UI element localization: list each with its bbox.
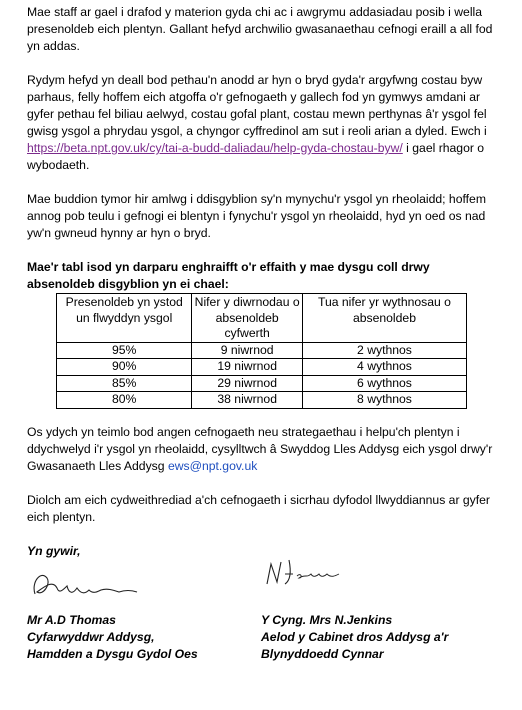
paragraph-thanks: Diolch am eich cydweithrediad a'ch cefnogaeth i sicrhau dyfodol llwyddiannus ar gyfer eich plentyn. [27, 492, 490, 524]
signatory-left-title-1: Cyfarwyddwr Addysg, [27, 629, 155, 644]
table-row [57, 342, 467, 359]
absence-table [56, 293, 467, 409]
paragraph-welfare-contact [27, 424, 497, 475]
cell-days: 19 niwrnod [192, 359, 303, 376]
paragraph-cost-of-living [27, 72, 497, 174]
header-days: Nifer y diwrnodau o absenoldeb cyfwerth [192, 294, 303, 343]
signatory-names [27, 612, 497, 668]
cell-attendance: 95% [57, 342, 192, 359]
signatory-left-title-2: Hamdden a Dysgu Gydol Oes [27, 646, 198, 661]
cell-days: 9 niwrnod [192, 342, 303, 359]
signatures [27, 560, 497, 612]
welfare-contact-text: Os ydych yn teimlo bod angen cefnogaeth neu strategaethau i helpu'ch plentyn i ddychwelyd i'r ysgol yn rheolaidd, cysylltwch â Swyddog Lles Addysg eich ysgol drwy'r Gwasanaeth Lles Addysg [27, 424, 493, 473]
cell-attendance: 80% [57, 392, 192, 409]
cell-days: 38 niwrnod [192, 392, 303, 409]
signatory-left [27, 612, 198, 663]
cell-days: 29 niwrnod [192, 375, 303, 392]
cell-weeks: 6 wythnos [302, 375, 466, 392]
table-heading: Mae'r tabl isod yn darparu enghraifft o'r effaith y mae dysgu coll drwy absenoldeb disgyblion yn ei chael: [27, 260, 430, 291]
cell-attendance: 85% [57, 375, 192, 392]
signatory-right-title-1: Aelod y Cabinet dros Addysg a'r [261, 629, 449, 644]
closing-salutation: Yn gywir, [27, 543, 81, 558]
cost-of-living-link[interactable]: https://beta.npt.gov.uk/cy/tai-a-budd-daliadau/help-gyda-chostau-byw/ [27, 141, 403, 155]
header-attendance: Presenoldeb yn ystod un flwyddyn ysgol [57, 294, 192, 343]
signature-right-graphic [261, 552, 351, 592]
paragraph-staff-support: Mae staff ar gael i drafod y materion gyda chi ac i awgrymu addasiadau posib i wella presenoldeb eich plentyn. Gallant hefyd archwilio gwasanaethau cefnogi eraill a all fod yn addas. [27, 5, 493, 53]
header-weeks: Tua nifer yr wythnosau o absenoldeb [302, 294, 466, 343]
table-row [57, 375, 467, 392]
cell-weeks: 4 wythnos [302, 359, 466, 376]
cell-weeks: 2 wythnos [302, 342, 466, 359]
table-row [57, 392, 467, 409]
cost-of-living-text: Rydym hefyd yn deall bod pethau'n anodd ar hyn o bryd gyda'r argyfwng costau byw parhaus, felly hoffem eich atgoffa o'r gefnogaeth y gallech fod yn gymwys amdani ar gyfer pethau fel biliau aelwyd, costau gofal plant, costau mewn perthynas â'r ysgol fel gwisg ysgol a phrydau ysgol, a chyngor cyffredinol am sut i reoli arian a dyled. Ewch i [27, 73, 487, 138]
signatory-right [261, 612, 448, 663]
table-header-row [57, 294, 467, 343]
signature-left-graphic [27, 560, 147, 604]
cell-attendance: 90% [57, 359, 192, 376]
cost-of-living-text-end: i gael rhagor o wybodaeth. [27, 141, 485, 172]
cell-weeks: 8 wythnos [302, 392, 466, 409]
paragraph-attendance-benefits: Mae buddion tymor hir amlwg i ddisgyblion sy'n mynychu'r ysgol yn rheolaidd; hoffem annog pob teulu i gefnogi ei blentyn i fynychu'r ysgol yn rheolaidd, hyd yn oed os nad yw'n gwneud hynny ar hyn o bryd. [27, 192, 486, 240]
signatory-right-name: Y Cyng. Mrs N.Jenkins [261, 612, 393, 627]
letter-page [27, 4, 497, 668]
welfare-email-link[interactable]: ews@npt.gov.uk [167, 458, 258, 473]
signatory-left-name: Mr A.D Thomas [27, 612, 116, 627]
signatory-right-title-2: Blynyddoedd Cynnar [261, 646, 384, 661]
table-row [57, 359, 467, 376]
